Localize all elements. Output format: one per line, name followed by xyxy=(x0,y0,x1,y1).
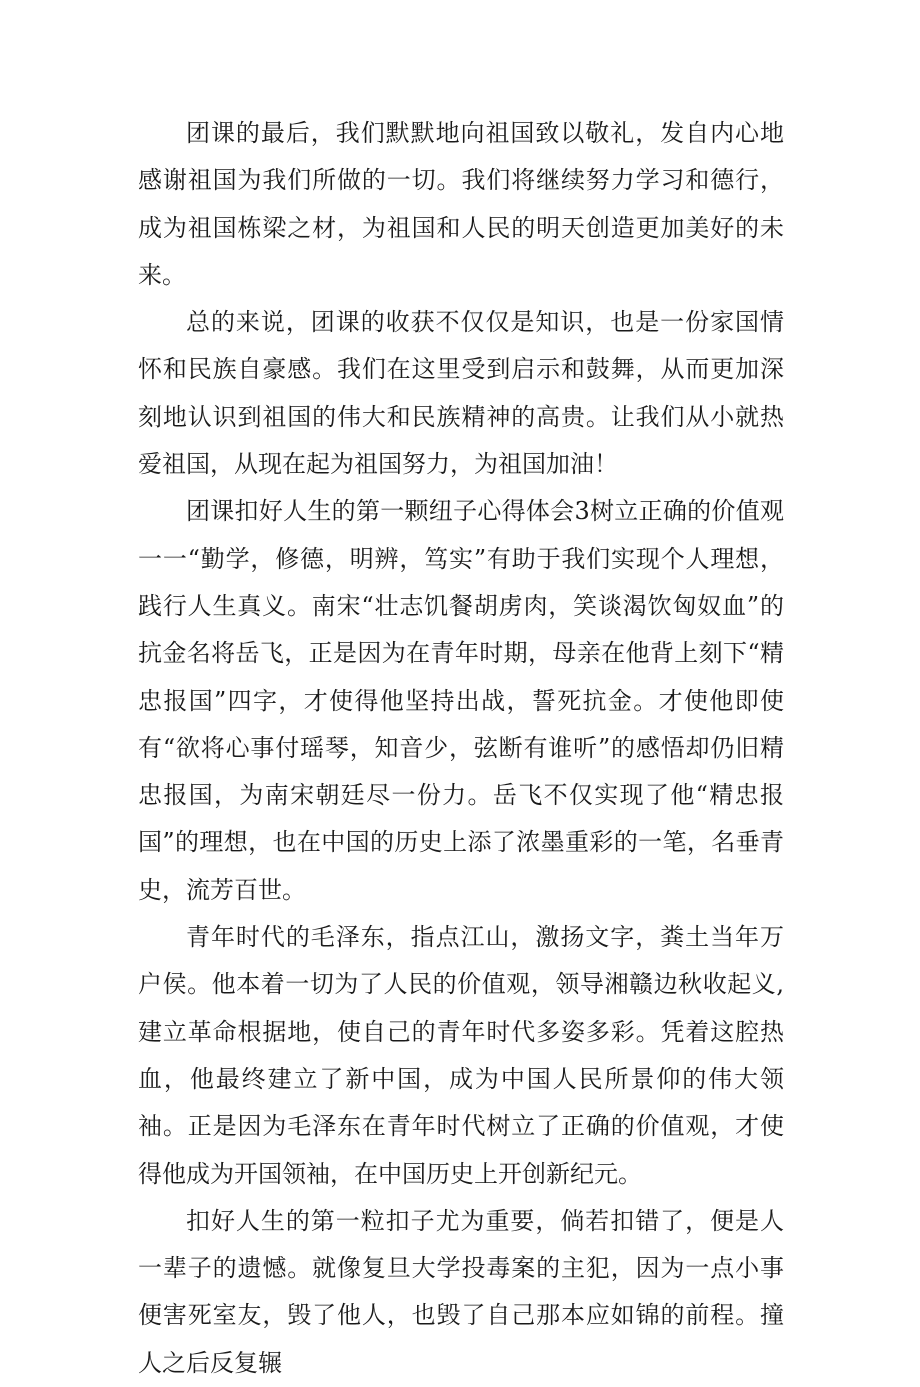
paragraph: 团课扣好人生的第一颗纽子心得体会3树立正确的价值观一一“勤学，修德，明辨，笃实”有助于我们实现个人理想，践行人生真义。南宋“壮志饥餐胡虏肉，笑谈渴饮匈奴血”的抗金名将岳飞，正是因为在青年时期，母亲在他背上刻下“精忠报国”四字，才使得他坚持出战，誓死抗金。才使他即使有“欲将心事付瑶琴，知音少，弦断有谁听”的感悟却仍旧精忠报国，为南宋朝廷尽一份力。岳飞不仅实现了他“精忠报国”的理想，也在中国的历史上添了浓墨重彩的一笔，名垂青史，流芳百世。 xyxy=(138,497,784,904)
paragraph: 总的来说，团课的收获不仅仅是知识，也是一份家国情怀和民族自豪感。我们在这里受到启示和鼓舞，从而更加深刻地认识到祖国的伟大和民族精神的高贵。让我们从小就热爱祖国，从现在起为祖国努力，为祖国加油！ xyxy=(138,308,784,479)
document-page xyxy=(138,110,784,1387)
paragraph: 扣好人生的第一粒扣子尤为重要，倘若扣错了，便是人一辈子的遗憾。就像复旦大学投毒案的主犯，因为一点小事便害死室友，毁了他人，也毁了自己那本应如锦的前程。撞人之后反复辗 xyxy=(138,1206,784,1377)
paragraph: 团课的最后，我们默默地向祖国致以敬礼，发自内心地感谢祖国为我们所做的一切。我们将继续努力学习和德行，成为祖国栋梁之材，为祖国和人民的明天创造更加美好的未来。 xyxy=(138,119,784,289)
paragraph: 青年时代的毛泽东，指点江山，激扬文字，粪土当年万户侯。他本着一切为了人民的价值观，领导湘赣边秋收起义,建立革命根据地，使自己的青年时代多姿多彩。凭着这腔热血，他最终建立了新中国，成为中国人民所景仰的伟大领袖。正是因为毛泽东在青年时代树立了正确的价值观，才使得他成为开国领袖，在中国历史上开创新纪元。 xyxy=(138,923,784,1188)
